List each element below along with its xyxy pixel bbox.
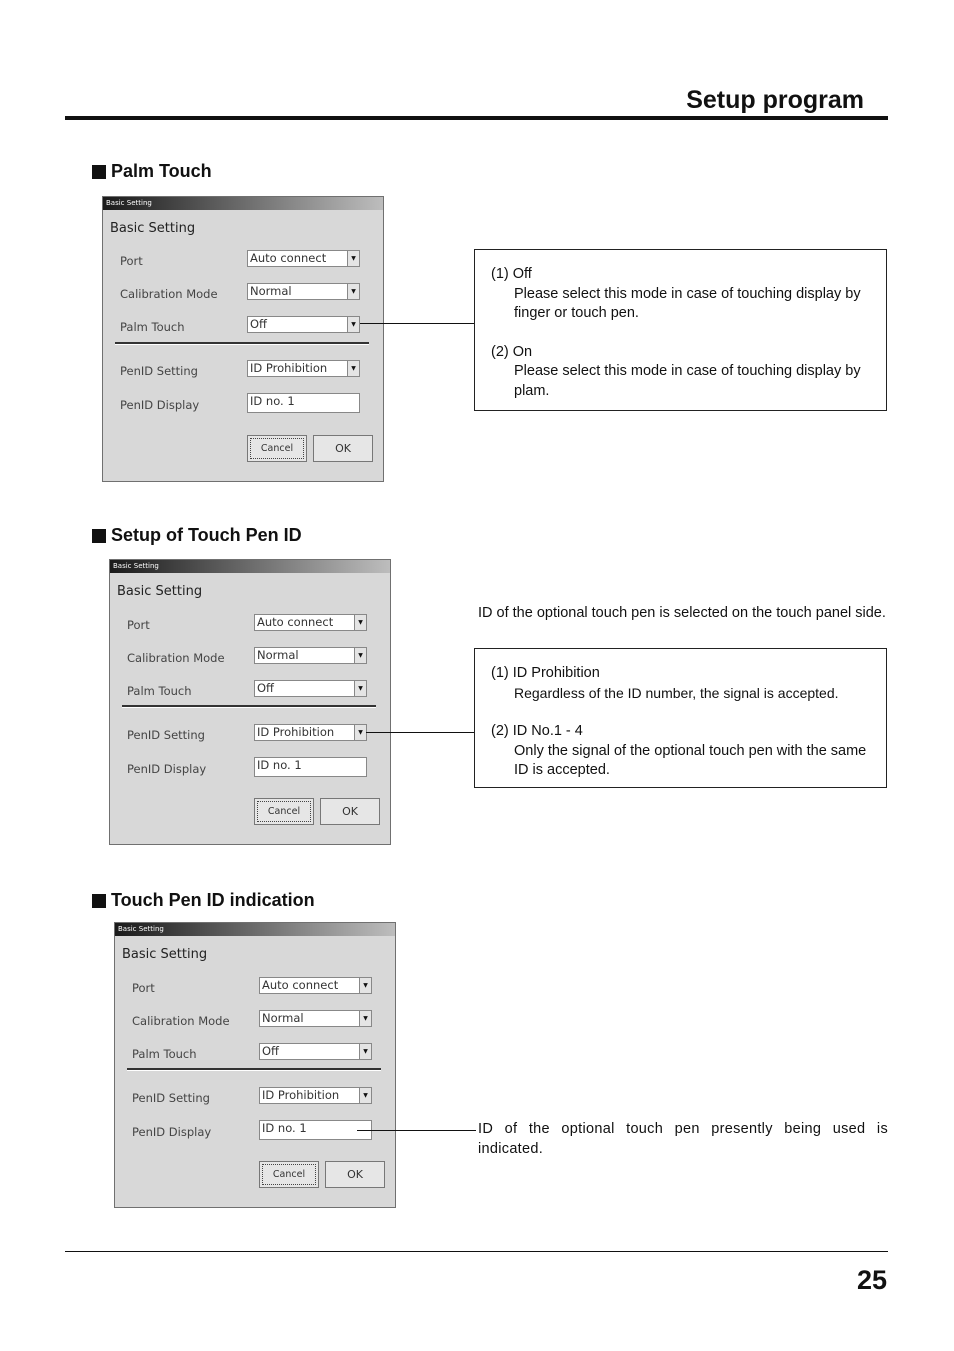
penid-display-label: PenID Display — [132, 1125, 212, 1139]
penid-display-label: PenID Display — [127, 762, 207, 776]
port-select[interactable] — [247, 250, 360, 267]
section-heading-text: Palm Touch — [111, 161, 212, 181]
palm-touch-label: Palm Touch — [132, 1047, 197, 1061]
calibration-mode-label: Calibration Mode — [127, 651, 225, 665]
callout-item-head: (1) Off — [491, 266, 532, 282]
port-select[interactable] — [254, 614, 367, 631]
ok-button[interactable]: OK — [320, 798, 380, 825]
calibration-mode-value: Normal — [257, 648, 299, 662]
chevron-down-icon[interactable]: ▼ — [359, 978, 371, 993]
callout-item-body: Please select this mode in case of touching display by finger or touch pen. — [514, 285, 861, 321]
chevron-down-icon[interactable]: ▼ — [347, 317, 359, 332]
page-title: Setup program — [686, 86, 864, 114]
penid-setting-label: PenID Setting — [132, 1091, 210, 1105]
penid-setting-value: ID Prohibition — [262, 1088, 340, 1102]
chevron-down-icon[interactable]: ▼ — [347, 361, 359, 376]
chevron-down-icon[interactable]: ▼ — [354, 615, 366, 630]
palm-touch-label: Palm Touch — [127, 684, 192, 698]
cancel-button[interactable]: Cancel — [254, 798, 314, 825]
chevron-down-icon[interactable]: ▼ — [347, 251, 359, 266]
cancel-button[interactable]: Cancel — [259, 1161, 319, 1188]
callout-item-head: (2) ID No.1 - 4 — [491, 723, 583, 739]
note-text: ID of the optional touch pen presently being used is indicated. — [478, 1121, 888, 1157]
penid-setting-select[interactable] — [259, 1087, 372, 1104]
chevron-down-icon[interactable]: ▼ — [354, 725, 366, 740]
leader-line — [357, 1130, 476, 1131]
dialog-titlebar: Basic Setting — [115, 923, 395, 936]
callout-palm-touch — [474, 249, 887, 411]
dialog-heading: Basic Setting — [122, 947, 208, 962]
palm-touch-value: Off — [262, 1044, 279, 1058]
penid-setting-value: ID Prohibition — [257, 725, 335, 739]
chevron-down-icon[interactable]: ▼ — [354, 648, 366, 663]
ok-button[interactable]: OK — [325, 1161, 385, 1188]
penid-setting-label: PenID Setting — [120, 364, 198, 378]
basic-setting-dialog — [109, 559, 391, 845]
dialog-titlebar: Basic Setting — [110, 560, 390, 573]
port-value: Auto connect — [262, 978, 339, 992]
calibration-mode-value: Normal — [250, 284, 292, 298]
note-text: ID of the optional touch pen is selected on the touch panel side. — [478, 605, 886, 621]
section-heading-pen-id-indication — [92, 890, 315, 911]
leader-line — [360, 323, 474, 324]
calibration-mode-label: Calibration Mode — [120, 287, 218, 301]
chevron-down-icon[interactable]: ▼ — [354, 681, 366, 696]
port-value: Auto connect — [257, 615, 334, 629]
dialog-divider — [127, 1068, 381, 1071]
palm-touch-value: Off — [257, 681, 274, 695]
port-label: Port — [132, 981, 155, 995]
penid-display-field: ID no. 1 — [254, 757, 367, 777]
calibration-mode-select[interactable] — [247, 283, 360, 300]
basic-setting-dialog — [114, 922, 396, 1208]
penid-setting-select[interactable] — [254, 724, 367, 741]
port-label: Port — [120, 254, 143, 268]
leader-line — [366, 732, 474, 733]
cancel-button[interactable]: Cancel — [247, 435, 307, 462]
section-heading-palm-touch — [92, 161, 212, 182]
palm-touch-select[interactable] — [247, 316, 360, 333]
chevron-down-icon[interactable]: ▼ — [347, 284, 359, 299]
chevron-down-icon[interactable]: ▼ — [359, 1044, 371, 1059]
port-select[interactable] — [259, 977, 372, 994]
calibration-mode-select[interactable] — [259, 1010, 372, 1027]
chevron-down-icon[interactable]: ▼ — [359, 1088, 371, 1103]
square-bullet-icon — [92, 894, 106, 908]
dialog-titlebar: Basic Setting — [103, 197, 383, 210]
penid-setting-select[interactable] — [247, 360, 360, 377]
palm-touch-value: Off — [250, 317, 267, 331]
penid-setting-label: PenID Setting — [127, 728, 205, 742]
callout-pen-id — [474, 648, 887, 788]
calibration-mode-select[interactable] — [254, 647, 367, 664]
dialog-divider — [122, 705, 376, 708]
footer-rule — [65, 1251, 888, 1252]
penid-setting-value: ID Prohibition — [250, 361, 328, 375]
section-heading-setup-pen-id — [92, 525, 302, 546]
palm-touch-select[interactable] — [259, 1043, 372, 1060]
dialog-heading: Basic Setting — [110, 221, 196, 236]
port-label: Port — [127, 618, 150, 632]
callout-item-head: (2) On — [491, 343, 533, 360]
dialog-heading: Basic Setting — [117, 584, 203, 599]
calibration-mode-label: Calibration Mode — [132, 1014, 230, 1028]
palm-touch-label: Palm Touch — [120, 320, 185, 334]
page-number: 25 — [856, 1265, 887, 1295]
section-heading-text: Setup of Touch Pen ID — [111, 525, 302, 545]
penid-display-label: PenID Display — [120, 398, 200, 412]
ok-button[interactable]: OK — [313, 435, 373, 462]
palm-touch-select[interactable] — [254, 680, 367, 697]
port-value: Auto connect — [250, 251, 327, 265]
penid-display-field: ID no. 1 — [259, 1120, 372, 1140]
dialog-divider — [115, 342, 369, 345]
header-rule — [65, 116, 888, 120]
square-bullet-icon — [92, 529, 106, 543]
calibration-mode-value: Normal — [262, 1011, 304, 1025]
callout-item-body: Regardless of the ID number, the signal is accepted. — [514, 684, 839, 701]
section-heading-text: Touch Pen ID indication — [111, 890, 315, 910]
square-bullet-icon — [92, 165, 106, 179]
penid-display-field: ID no. 1 — [247, 393, 360, 413]
callout-item-head: (1) ID Prohibition — [491, 665, 600, 681]
basic-setting-dialog — [102, 196, 384, 482]
callout-item-body: Only the signal of the optional touch pen with the same ID is accepted. — [514, 742, 867, 778]
chevron-down-icon[interactable]: ▼ — [359, 1011, 371, 1026]
callout-item-body: Please select this mode in case of touching display by plam. — [514, 363, 861, 399]
